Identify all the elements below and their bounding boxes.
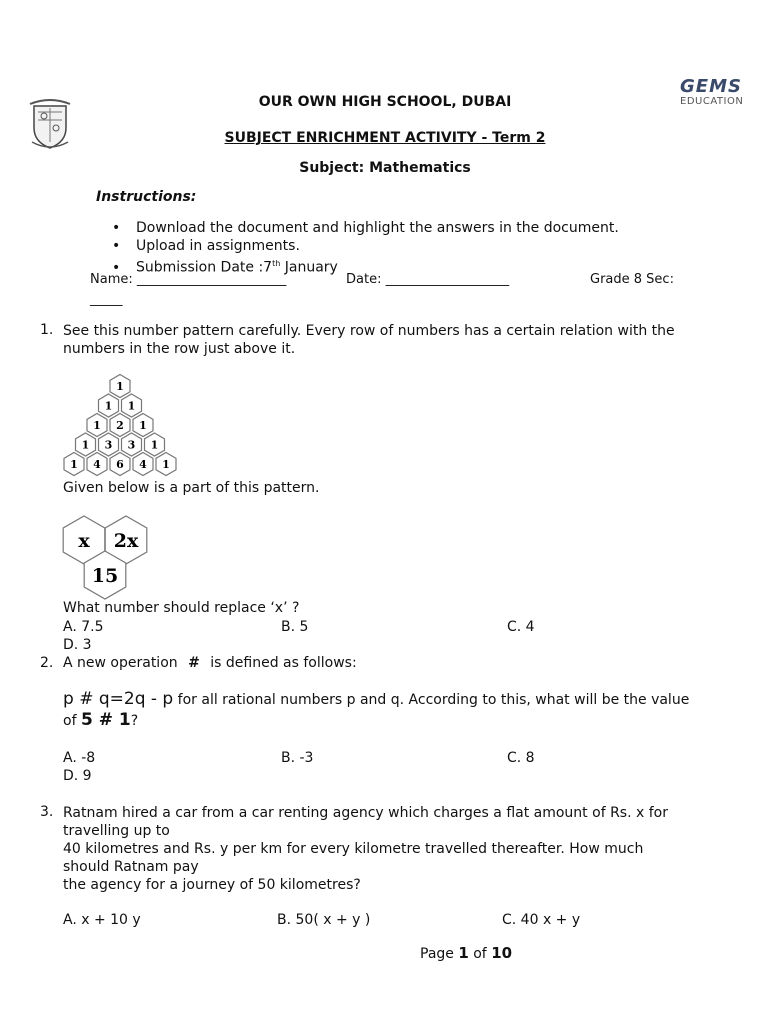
q2-option-a: A. -8 bbox=[63, 750, 96, 766]
pyramid-cell-label: 4 bbox=[93, 457, 101, 471]
instruction-item: • Upload in assignments. bbox=[112, 238, 300, 254]
q3-option-c: C. 40 x + y bbox=[502, 912, 581, 928]
q2-definition: p # q=2q - p for all rational numbers p and q. According to this, what will be the value of 5 # 1? bbox=[63, 689, 690, 730]
pyramid-cell bbox=[156, 453, 176, 476]
gems-logo-education: EDUCATION bbox=[680, 96, 744, 107]
pyramid-cell-label: 2 bbox=[116, 418, 124, 432]
instruction-item: • Download the document and highlight the answers in the document. bbox=[112, 220, 619, 236]
pyramid-cell-label: 3 bbox=[127, 438, 136, 452]
q3-line: the agency for a journey of 50 kilometres? bbox=[63, 877, 361, 893]
q3-line: 40 kilometres and Rs. y per km for every kilometre travelled thereafter. How much bbox=[63, 841, 644, 857]
q3-line: travelling up to bbox=[63, 823, 170, 839]
pyramid-cell-label: 1 bbox=[93, 418, 101, 432]
pyramid-cell-label: 1 bbox=[162, 457, 170, 471]
pyramid-cell bbox=[99, 394, 119, 417]
pyramid-cell bbox=[122, 433, 142, 456]
pyramid-cell bbox=[64, 453, 84, 476]
date-field: Date: ___________________ bbox=[346, 272, 510, 287]
pyramid-cell-label: 1 bbox=[81, 438, 90, 452]
q2-number: 2. bbox=[40, 655, 54, 671]
pyramid-cell-label: 1 bbox=[127, 399, 136, 413]
q2-option-d: D. 9 bbox=[63, 768, 92, 784]
pyramid-cell-label: 1 bbox=[139, 418, 147, 432]
q1-question: What number should replace ‘x’ ? bbox=[63, 600, 300, 616]
q2-option-b: B. -3 bbox=[281, 750, 314, 766]
pyramid-cell-label: 1 bbox=[104, 399, 113, 413]
q3-option-a: A. x + 10 y bbox=[63, 912, 141, 928]
page-total: 10 bbox=[491, 944, 513, 962]
q1-text bbox=[63, 322, 675, 358]
q1-line: numbers in the row just above it. bbox=[63, 341, 296, 357]
section-field: _____ bbox=[90, 292, 123, 307]
pyramid-cell-label: 4 bbox=[139, 457, 147, 471]
page-number: 1 bbox=[458, 944, 469, 962]
instructions-list bbox=[112, 219, 619, 277]
pyramid-cell bbox=[110, 453, 130, 476]
part-cell-15-label: 15 bbox=[91, 564, 119, 587]
q2-formula: p # q=2q - p bbox=[63, 689, 174, 709]
grade-label: Grade 8 Sec: bbox=[590, 272, 674, 287]
pyramid-cell bbox=[145, 433, 165, 456]
school-name: OUR OWN HIGH SCHOOL, DUBAI bbox=[258, 94, 512, 110]
pattern-part bbox=[60, 512, 152, 600]
pyramid-cell-label: 1 bbox=[70, 457, 78, 471]
q1-line: See this number pattern carefully. Every row of numbers has a certain relation with the bbox=[63, 323, 675, 339]
q1-option-d: D. 3 bbox=[63, 637, 92, 653]
part-cell-x-label: x bbox=[78, 529, 90, 552]
pyramid-cell bbox=[76, 433, 96, 456]
pyramid-cell bbox=[122, 394, 142, 417]
pyramid-cell bbox=[99, 433, 119, 456]
pyramid-cell bbox=[133, 453, 153, 476]
pyramid-cell-label: 1 bbox=[150, 438, 159, 452]
q1-number: 1. bbox=[40, 322, 54, 338]
q2-line1: A new operation # is defined as follows: bbox=[63, 655, 357, 671]
pyramid-cell-label: 3 bbox=[104, 438, 113, 452]
q2-operator: # bbox=[188, 655, 200, 671]
pyramid-cell bbox=[87, 453, 107, 476]
q2-option-c: C. 8 bbox=[507, 750, 535, 766]
part-cell-2x-label: 2x bbox=[113, 529, 139, 552]
instructions-heading: Instructions: bbox=[96, 189, 197, 205]
q1-given-text: Given below is a part of this pattern. bbox=[63, 480, 320, 496]
gems-logo-wordmark: GEMS bbox=[680, 76, 742, 97]
pyramid-cell bbox=[110, 375, 130, 398]
name-field: Name: _______________________ bbox=[90, 272, 287, 287]
q3-text bbox=[63, 804, 668, 894]
q3-number: 3. bbox=[40, 804, 54, 820]
pyramid-cell bbox=[87, 414, 107, 437]
q3-line: should Ratnam pay bbox=[63, 859, 199, 875]
pyramid-cell-label: 1 bbox=[116, 379, 124, 393]
q1-option-b: B. 5 bbox=[281, 619, 309, 635]
q3-line: Ratnam hired a car from a car renting agency which charges a flat amount of Rs. x for bbox=[63, 805, 668, 821]
pyramid-cell bbox=[133, 414, 153, 437]
q2-expression: 5 # 1 bbox=[80, 710, 131, 730]
q3-option-b: B. 50( x + y ) bbox=[277, 912, 371, 928]
number-pyramid bbox=[60, 372, 180, 478]
q1-option-a: A. 7.5 bbox=[63, 619, 104, 635]
pyramid-cell bbox=[110, 414, 130, 437]
q1-option-c: C. 4 bbox=[507, 619, 535, 635]
page-footer: Page 1 of 10 bbox=[420, 944, 513, 962]
pyramid-cell-label: 6 bbox=[116, 457, 124, 471]
activity-title: SUBJECT ENRICHMENT ACTIVITY - Term 2 bbox=[224, 130, 546, 146]
subject-title: Subject: Mathematics bbox=[299, 160, 471, 176]
instruction-item: • Submission Date :7th January bbox=[112, 259, 338, 276]
